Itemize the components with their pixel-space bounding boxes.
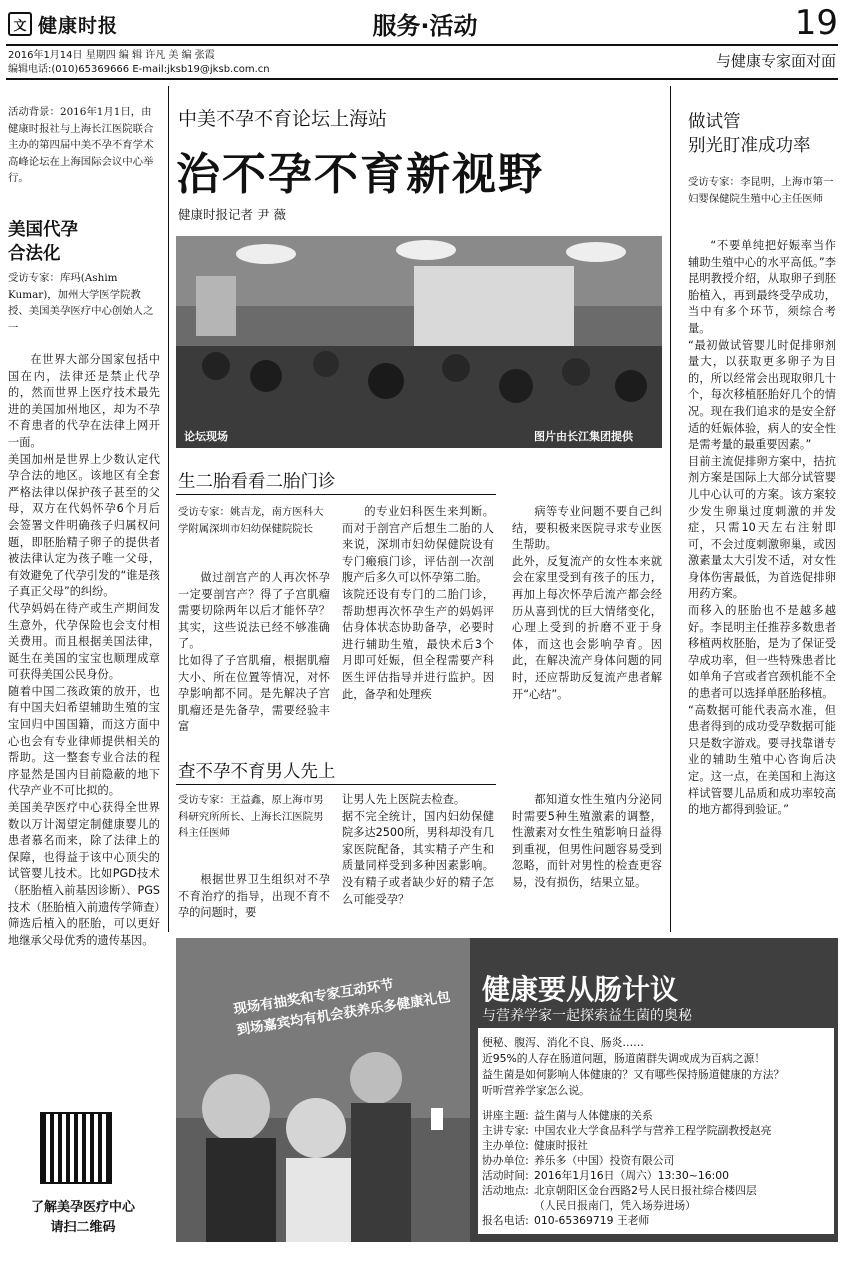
ad-title: 健康要从肠计议 bbox=[482, 973, 679, 1004]
middle-col5: 让男人先上医院去检查。 据不完全统计，国内妇幼保健院多达2500所，男科却没有几家医院配备，其实精子产生和质量同样受到多种因素影响。没有精子或者缺少好的精子怎么可能受孕？ bbox=[342, 793, 494, 906]
ad-banner: 现场有抽奖和专家互动环节 到场嘉宾均有机会获养乐多健康礼包 bbox=[232, 976, 452, 1039]
qr-code-icon[interactable] bbox=[40, 1112, 112, 1184]
ad-detail-row: 主讲专家: 中国农业大学食品科学与营养工程学院副教授赵亮 bbox=[482, 1124, 772, 1137]
column-divider-right bbox=[670, 86, 671, 932]
ad-detail-row: （人民日报南门，凭入场券进场） bbox=[534, 1199, 696, 1212]
forum-photo-illustration bbox=[176, 236, 662, 448]
middle-col6: 都知道女性生殖内分泌同时需要5种生殖激素的调整，性激素对女性生殖影响日益得到重视，但男性问题容易受到忽略，而针对男性的检查更容易，没有损伤，结果立显。 bbox=[512, 793, 662, 889]
middle-col4: 根据世界卫生组织对不孕不育治疗的指导，出现不育不孕的问题时，要 bbox=[178, 873, 330, 920]
column-divider-left bbox=[168, 86, 169, 932]
ad-detail-row: 协办单位: 养乐多（中国）投资有限公司 bbox=[482, 1154, 675, 1167]
middle-col2: 的专业妇科医生来判断。而对于剖宫产后想生二胎的人来说，深圳市妇幼保健院设有专门瘢痕门诊，评估剖一次剖腹产后多久可以怀孕第二胎。 该院还设有专门的二胎门诊，帮助想再次怀孕生产的妈妈评估身体状态协助备孕，必要时进行辅助生殖，最快术后3个月即可妊娠，但全程需要产科医生评估指导并进行监护。因此，备孕和处理疾 bbox=[342, 505, 494, 701]
issue-meta: 2016年1月14日 星期四 编 辑 许凡 美 编 张霞 bbox=[8, 50, 215, 61]
logo-text: 健康时报 bbox=[38, 14, 119, 37]
lead-kicker: 中美不孕不育论坛上海站 bbox=[178, 108, 388, 130]
ad-detail-row: 活动时间: 2016年1月16日（周六）13:30~16:00 bbox=[482, 1169, 729, 1182]
photo-caption-right: 图片由长江集团提供 bbox=[534, 430, 633, 443]
section-title: 服务·活动 bbox=[372, 12, 478, 40]
editor-contact: 编辑电话:(010)65369666 E-mail:jksb19@jksb.com.cn bbox=[8, 64, 270, 75]
subhead2-rule bbox=[176, 784, 496, 785]
left-article-heading: 美国代孕 合法化 bbox=[8, 220, 78, 264]
ad-subtitle: 与营养学家一起探索益生菌的奥秘 bbox=[482, 1008, 692, 1024]
ad-detail-row: 报名电话: 010-65369719 王老师 bbox=[482, 1214, 650, 1227]
ad-detail-row: 主办单位: 健康时报社 bbox=[482, 1139, 588, 1152]
masthead-bottom-rule bbox=[6, 78, 838, 80]
photo-caption-left: 论坛现场 bbox=[184, 430, 228, 443]
lead-byline: 健康时报记者 尹 薇 bbox=[178, 207, 286, 222]
right-article-body: “不要单纯把好娠率当作辅助生殖中心的水平高低。”李昆明教授介绍，从取卵子到胚胎植入，再到最终受孕成功，当中有多个环节，须综合考量。 “最初做试管婴儿时促排卵剂量大，以获取更多卵子为目的，所以经常会出现取卵几十个，每次移植胚胎好几个的情况。现在我们追求的是安全舒适的妊娠体验，病人的安全性是需考量的最重要因素。” 目前主流促排卵方案中，拮抗剂方案是国际上大部分试管婴儿中心认可的方案。该方案较少发生卵巢过度刺激的并发症，只需10天左右注射即可，不会过度刺激卵巢，或因激素量太大引发不适，对女性身体伤害最低，为首选促排卵用药方案。 而移入的胚胎也不是越多越好。李昆明主任推荐多数患者移植两枚胚胎，是为了保证受孕成功率，但一些特殊患者比如单角子宫或者宫颈机能不全的患者可以选择单胚胎移植。 “高数据可能代表高水准，但患者得到的成功受孕数据可能只是数字游戏。要寻找靠谱专业的辅助生殖中心咨询后决定。这一点，在美国和上海这样试管婴儿品质和成功率较高的地方都得到验证。” bbox=[688, 239, 836, 817]
ad-detail-row: 活动地点: 北京朝阳区金台西路2号人民日报社综合楼四层 bbox=[482, 1184, 757, 1197]
middle-col1: 做过剖宫产的人再次怀孕一定要剖宫产？得了子宫肌瘤需要切除两年以后才能怀孕？其实，这些说法已经不够准确了。 比如得了子宫肌瘤，根据肌瘤大小、所在位置等情况，对怀孕影响都不同。是先解决子宫肌瘤还是先备孕，需要经验丰富 bbox=[178, 571, 330, 734]
middle-col3: 病等专业问题不要自己纠结，要积极来医院寻求专业医生帮助。 此外，反复流产的女性本来就会在家里受到有孩子的压力，再加上每次怀孕后流产都会经历从喜到忧的巨大情绪变化，心理上受到的折磨不亚于身体，而这也会影响孕育。因此，在解决流产身体问题的同时，还应帮助反复流产患者解开“心结”。 bbox=[512, 505, 662, 701]
left-article-body: 在世界大部分国家包括中国在内，法律还是禁止代孕的，然而世界上医疗技术最先进的美国加州地区，却为不孕不育患者的代孕在法律上网开一面。 美国加州是世界上少数认定代孕合法的地区。该地区有全套严格法律以保护孩子甚至的父母，双方在代妈怀孕6个月后会签署文件明确孩子归属权问题，即胚胎精子卵子的提供者被法律认定为孩子唯一父母，有效避免了代孕引发的“谁是孩子真正父母”的纠纷。 代孕妈妈在待产或生产期间发生意外，代孕保险也会支付相关费用。而且根据美国法律，诞生在美国的宝宝也顺理成章可获得美国公民身份。 随着中国二孩政策的放开，也有中国夫妇希望辅助生殖的宝宝回归中国国籍，而这方面中心也会有专业律师提供相关的帮助。这一整套专业合法的程序显然是国内目前隐蔽的地下代孕产业不可比拟的。 美国美孕医疗中心获得全世界数以万计渴望定制健康婴儿的患者慕名而来，除了法律上的保障，也得益于该中心顶尖的试管婴儿技术。比如PGD技术（胚胎植入前基因诊断）、PGS技术（胚胎植入前遗传学筛查）筛选后植入的胚胎，可以更好地继承父母优秀的遗传基因。 bbox=[8, 353, 160, 947]
ad-intro: 便秘、腹泻、消化不良、肠炎…… 近95%的人存在肠道问题，肠道菌群失调或成为百病之源！ 益生菌是如何影响人体健康的？又有哪些保持肠道健康的方法？ 听听营养学家怎么说。 bbox=[482, 1036, 785, 1097]
subhead-second-child: 生二胎看看二胎门诊 bbox=[178, 472, 336, 492]
right-article-heading: 做试管 别光盯准成功率 bbox=[688, 112, 811, 156]
qr-caption: 了解美孕医疗中心 请扫二维码 bbox=[30, 1200, 135, 1235]
lead-headline: 治不孕不育新视野 bbox=[176, 149, 544, 200]
expert-wang: 受访专家：王益鑫，原上海市男科研究所所长、上海长江医院男科主任医师 bbox=[178, 794, 324, 840]
subhead-rule bbox=[176, 494, 496, 495]
page-number: 19 bbox=[794, 3, 838, 43]
ad-details bbox=[482, 1108, 834, 1238]
masthead-rule bbox=[6, 44, 838, 46]
ad-detail-row: 讲座主题: 益生菌与人体健康的关系 bbox=[482, 1109, 653, 1122]
event-background: 活动背景：2016年1月1日，由健康时报社与上海长江医院联合主办的第四届中美不孕不育学术高峰论坛在上海国际会议中心举行。 bbox=[8, 106, 154, 185]
logo-mark-icon: 文 bbox=[8, 12, 32, 36]
subhead-male-infertility: 查不孕不育男人先上 bbox=[178, 762, 336, 782]
expert-yao: 受访专家：姚吉龙，南方医科大学附属深圳市妇幼保健院院长 bbox=[178, 506, 324, 535]
expert-li: 受访专家：李昆明，上海市第一妇婴保健院生殖中心主任医师 bbox=[688, 176, 834, 205]
forum-photo bbox=[176, 236, 662, 448]
masthead-logo bbox=[8, 10, 138, 38]
left-article-expert: 受访专家：库玛(Ashim Kumar)，加州大学医学院教授、美国美孕医疗中心创始人之一 bbox=[8, 272, 154, 334]
column-name: 与健康专家面对面 bbox=[715, 52, 836, 70]
